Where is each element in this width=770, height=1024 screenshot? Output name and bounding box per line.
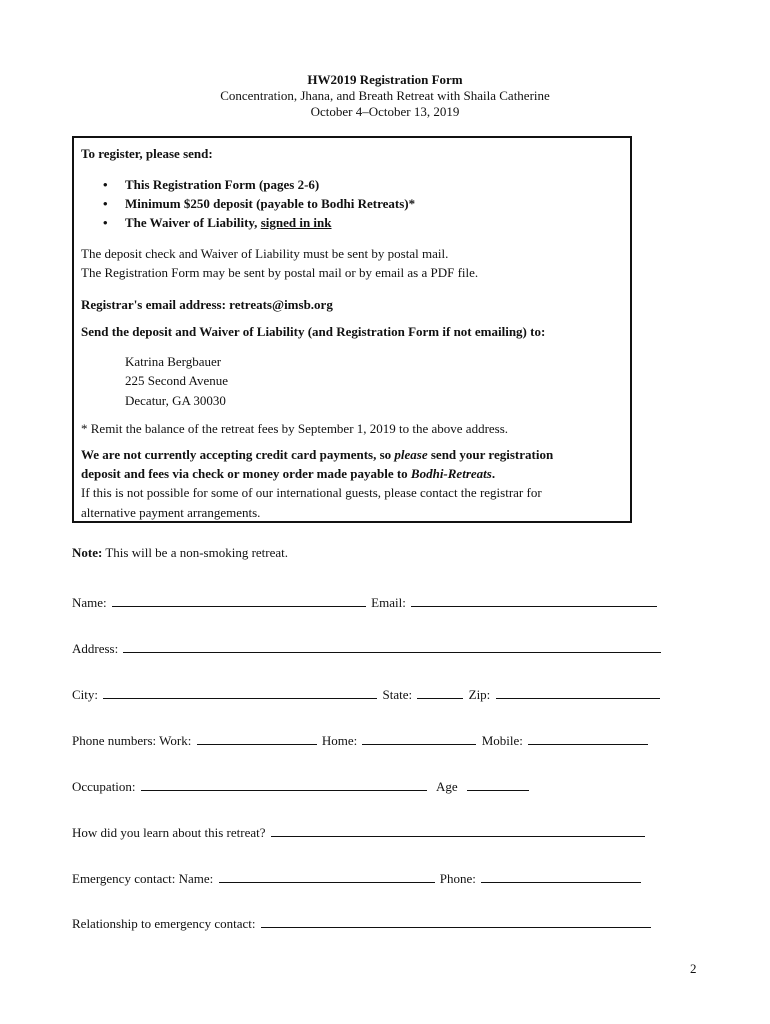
list-item: [103, 194, 623, 213]
email-field[interactable]: [411, 595, 657, 607]
payment-note-line-2: [81, 464, 623, 483]
address-row: [72, 641, 663, 657]
city-state-zip-row: [72, 687, 662, 703]
home-phone-label: Home:: [321, 733, 358, 748]
emergency-phone-label: Phone:: [439, 871, 476, 886]
send-to-heading: Send the deposit and Waiver of Liability (and Registration Form if not emailing) to:: [81, 323, 546, 339]
payee-name: Bodhi-Retreats: [410, 466, 492, 482]
address-field[interactable]: [123, 641, 661, 653]
list-item: [103, 213, 623, 232]
emergency-contact-row: [72, 871, 643, 887]
signed-in-ink-text: signed in ink: [260, 214, 332, 230]
name-field[interactable]: [112, 595, 366, 607]
bullet-icon: •: [103, 176, 108, 192]
postal-mail-instruction: The deposit check and Waiver of Liability must be sent by postal mail.: [81, 245, 449, 261]
bullet-icon: •: [103, 214, 108, 230]
referral-label: How did you learn about this retreat?: [72, 825, 266, 840]
city-label: City:: [72, 687, 99, 702]
home-phone-field[interactable]: [362, 733, 476, 745]
relationship-label: Relationship to emergency contact:: [72, 916, 256, 931]
retreat-name: Concentration, Jhana, and Breath Retreat with Shaila Catherine: [220, 88, 550, 103]
occupation-age-row: [72, 779, 531, 795]
city-field[interactable]: [103, 687, 377, 699]
state-field[interactable]: [417, 687, 463, 699]
mobile-phone-label: Mobile:: [481, 733, 523, 748]
address-name: Katrina Bergbauer: [125, 353, 222, 369]
required-items-list: [81, 175, 623, 232]
emergency-phone-field[interactable]: [481, 871, 641, 883]
occupation-field[interactable]: [141, 779, 427, 791]
mobile-phone-field[interactable]: [528, 733, 648, 745]
remit-balance-note: * Remit the balance of the retreat fees by September 1, 2019 to the above address.: [81, 421, 509, 437]
referral-field[interactable]: [271, 825, 645, 837]
relationship-field[interactable]: [261, 916, 651, 928]
please-emphasis: please: [394, 447, 428, 463]
address-label: Address:: [72, 641, 119, 656]
payment-note-line-1: [81, 445, 623, 464]
page-number: 2: [690, 961, 697, 976]
mailing-address: [125, 352, 623, 411]
payment-note-line-3: If this is not possible for some of our international guests, please contact the registrar for: [81, 485, 542, 501]
note-text: This will be a non-smoking retreat.: [102, 545, 289, 560]
note-label: Note:: [72, 545, 103, 560]
list-item-text: This Registration Form (pages 2-6): [125, 176, 320, 192]
list-item: [103, 175, 623, 194]
list-item-text: Minimum $250 deposit (payable to Bodhi Retreats)*: [125, 195, 416, 211]
age-label: Age: [436, 779, 458, 794]
state-label: State:: [382, 687, 413, 702]
zip-label: Zip:: [468, 687, 491, 702]
address-street: 225 Second Avenue: [125, 373, 229, 389]
list-item-text: The Waiver of Liability,: [125, 214, 261, 230]
emergency-name-label: Emergency contact: Name:: [72, 871, 214, 886]
registrar-email: Registrar's email address: retreats@imsb.org: [81, 296, 333, 312]
emergency-name-field[interactable]: [219, 871, 435, 883]
payment-text: send your registration: [427, 447, 554, 463]
registration-instructions-box: [72, 136, 632, 523]
bullet-icon: •: [103, 195, 108, 211]
zip-field[interactable]: [496, 687, 660, 699]
payment-text: We are not currently accepting credit card payments, so: [81, 447, 395, 463]
name-label: Name:: [72, 595, 107, 610]
payment-note-line-4: alternative payment arrangements.: [81, 504, 261, 520]
occupation-label: Occupation:: [72, 779, 136, 794]
form-title: HW2019 Registration Form: [307, 72, 463, 87]
name-email-row: [72, 595, 659, 611]
non-smoking-note: [72, 545, 288, 561]
retreat-dates: October 4–October 13, 2019: [310, 104, 460, 119]
age-field[interactable]: [467, 779, 529, 791]
payment-text: .: [491, 466, 496, 482]
relationship-row: [72, 916, 653, 932]
email-label: Email:: [371, 595, 406, 610]
payment-text: deposit and fees via check or money order made payable to: [81, 466, 411, 482]
work-phone-label: Phone numbers: Work:: [72, 733, 192, 748]
to-register-heading: To register, please send:: [81, 146, 213, 161]
form-header: [0, 72, 770, 120]
referral-row: [72, 825, 647, 841]
work-phone-field[interactable]: [197, 733, 317, 745]
address-city: Decatur, GA 30030: [125, 392, 226, 408]
phone-numbers-row: [72, 733, 650, 749]
form-submission-instruction: The Registration Form may be sent by postal mail or by email as a PDF file.: [81, 264, 479, 280]
